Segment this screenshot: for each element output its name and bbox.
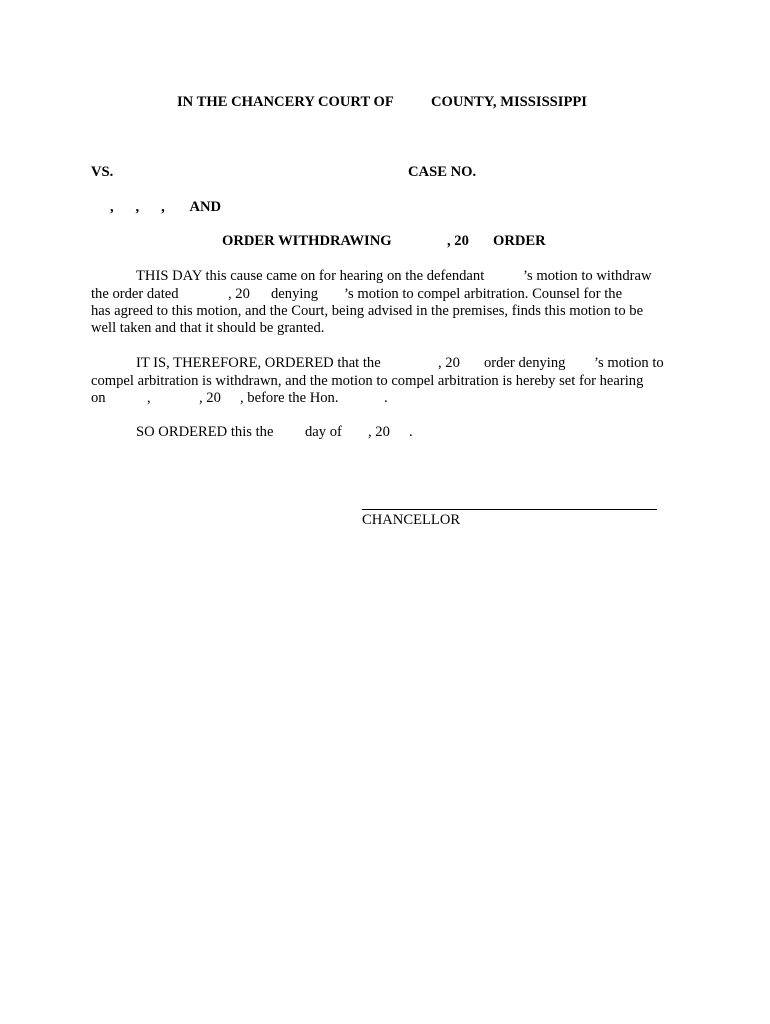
p3-a: SO ORDERED this the xyxy=(136,424,274,440)
order-title-middle: , 20 xyxy=(447,233,469,249)
p1-line2-d: ’s motion to compel arbitration. Counsel for the xyxy=(344,286,623,302)
signature-label: CHANCELLOR xyxy=(362,512,461,528)
p2-line1-d: ’s motion to xyxy=(594,355,664,371)
signature-line xyxy=(362,509,657,510)
p1-line1-b: ’s motion to withdraw xyxy=(523,268,652,284)
p3-b: day of xyxy=(305,424,342,440)
p2-line3-e: . xyxy=(384,390,388,406)
p2-line1-a: IT IS, THEREFORE, ORDERED that the xyxy=(136,355,381,371)
p3-c: , 20 xyxy=(368,424,390,440)
caption-vs: VS. xyxy=(91,164,114,180)
p2-line3-b: , xyxy=(147,390,151,406)
p3-d: . xyxy=(409,424,413,440)
caption-parties: , , , AND xyxy=(110,199,222,215)
p2-line3-c: , 20 xyxy=(199,390,221,406)
court-heading-prefix: IN THE CHANCERY COURT OF xyxy=(177,94,394,110)
p2-line3-d: , before the Hon. xyxy=(240,390,339,406)
p1-line3: has agreed to this motion, and the Court, being advised in the premises, finds this motion to be xyxy=(91,303,644,319)
p1-line1-a: THIS DAY this cause came on for hearing on the defendant xyxy=(136,268,485,284)
order-title-right: ORDER xyxy=(493,233,546,249)
p2-line1-b: , 20 xyxy=(438,355,460,371)
p1-line4: well taken and that it should be granted. xyxy=(91,320,325,336)
p2-line2: compel arbitration is withdrawn, and the motion to compel arbitration is hereby set for hearing xyxy=(91,373,644,389)
caption-case-no: CASE NO. xyxy=(408,164,477,180)
order-title-left: ORDER WITHDRAWING xyxy=(222,233,392,249)
p1-line2-a: the order dated xyxy=(91,286,179,302)
p2-line1-c: order denying xyxy=(484,355,566,371)
court-heading-county: COUNTY, MISSISSIPPI xyxy=(431,94,587,110)
p1-line2-b: , 20 xyxy=(228,286,250,302)
p1-line2-c: denying xyxy=(271,286,319,302)
p2-line3-a: on xyxy=(91,390,106,406)
